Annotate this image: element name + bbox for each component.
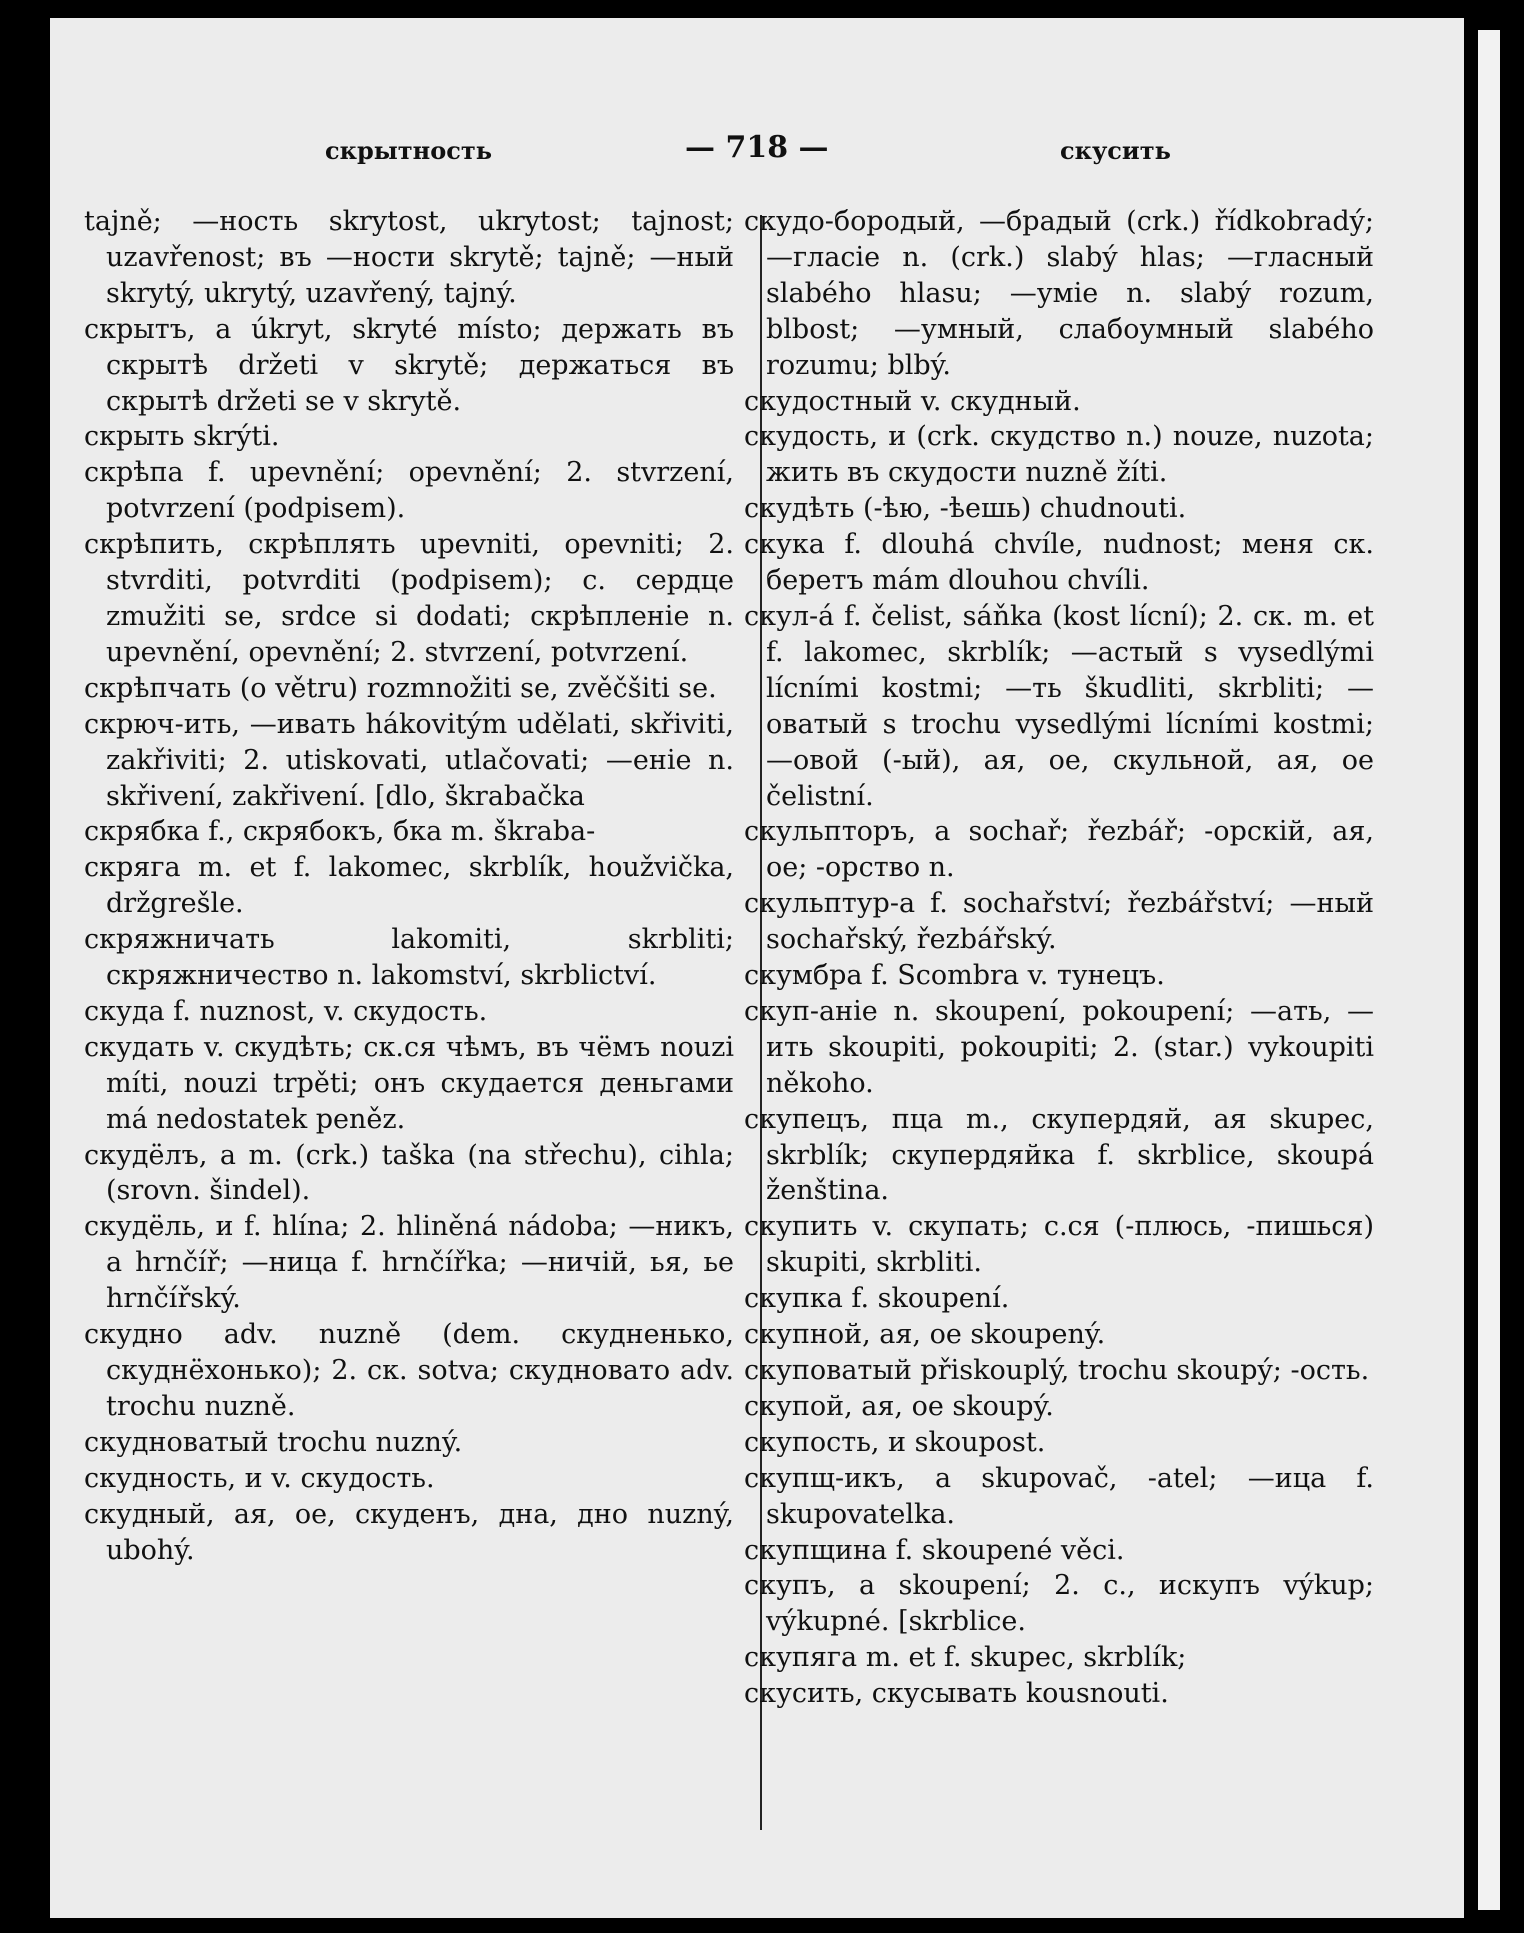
entry: скрѣпить, скрѣплять upevniti, opevniti; 2. stvrditi, potvrditi (podpisem); с. сердце zmužiti se, srdce si dodati; скрѣпленіе n. upevnění, opevnění; 2. stvrzení, potvrzení. — [84, 529, 734, 668]
entry: скудостный v. скудный. — [744, 385, 1081, 417]
entry: скупить v. скупать; с.ся (-плюсь, -пишься) skupiti, skrbliti. — [744, 1211, 1374, 1279]
entry: скудность, и v. скудость. — [84, 1462, 435, 1494]
entry: скул-á f. čelist, sáňka (kost lícní); 2. ск. m. et f. lakomec, skrblík; —астый s vysedlými lícními kostmi; —ть škudliti, skrbliti; —оватый s trochu vysedlými lícními kostmi; —овой (-ый), ая, ое, скульной, ая, ое čelistní. — [744, 600, 1374, 812]
entry: скудѣть (-ѣю, -ѣешь) chudnouti. — [744, 493, 1187, 525]
left-column — [84, 204, 734, 1568]
right-column — [744, 204, 1374, 1712]
entry: скупщ-икъ, а skupovač, -atel; —ица f. skupovatelka. — [744, 1462, 1374, 1530]
page-number: — 718 — — [685, 130, 829, 165]
header-right-guide-word: скусить — [1060, 136, 1171, 165]
entry: скудноватый trochu nuzný. — [84, 1426, 463, 1458]
entry: скупой, ая, ое skoupý. — [744, 1390, 1054, 1422]
entry: скрюч-ить, —ивать hákovitým udělati, skřiviti, zakřiviti; 2. utiskovati, utlačovati; —еніе n. skřivení, zakřivení. [dlo, škrabačka — [84, 708, 734, 812]
entry: скрыть skrýti. — [84, 421, 280, 453]
entry: tajně; —ность skrytost, ukrytost; tajnost; uzavřenost; въ —ности skrytě; tajně; —ный skrytý, ukrytý, uzavřený, tajný. — [84, 206, 734, 309]
entry: скуда f. nuznost, v. скудость. — [84, 995, 488, 1027]
adjacent-page-edge — [1478, 30, 1500, 1910]
entry: скудать v. скудѣть; ск.ся чѣмъ, въ чёмъ nouzi míti, nouzi trpěti; онъ скудается деньгами má nedostatek peněz. — [84, 1031, 734, 1135]
entry: скудный, ая, ое, скуденъ, дна, дно nuzný, ubohý. — [84, 1498, 734, 1566]
entry: скряжничать lakomiti, skrbliti; скряжничество n. lakomství, skrblictví. — [84, 924, 734, 992]
entry: скупъ, а skoupení; 2. с., искупъ výkup; výkupné. [skrblice. — [744, 1570, 1374, 1638]
header-left-guide-word: скрытность — [325, 136, 493, 165]
entry: скупщина f. skoupené věci. — [744, 1534, 1125, 1566]
entry: скрябка f., скрябокъ, бка m. škraba- — [84, 816, 596, 848]
entry: скряга m. et f. lakomec, skrblík, houžvička, držgrešle. — [84, 852, 734, 920]
entry: скумбра f. Scombra v. тунецъ. — [744, 960, 1165, 992]
entry: скусить, скусывать kousnouti. — [744, 1678, 1169, 1710]
entry: скупость, и skoupost. — [744, 1426, 1046, 1458]
entry: скупка f. skoupení. — [744, 1283, 1010, 1315]
entry: скупной, ая, ое skoupený. — [744, 1319, 1106, 1351]
entry: скульптур-а f. sochařství; řezbářství; —ный sochařský, řezbářský. — [744, 888, 1374, 956]
entry: скука f. dlouhá chvíle, nudnost; меня ск. беретъ mám dlouhou chvíli. — [744, 529, 1374, 597]
entry: скудёлъ, а m. (crk.) taška (na střechu), cihla; (srovn. šindel). — [84, 1139, 734, 1207]
entry: скуповатый přiskouplý, trochu skoupý; -ость. — [744, 1355, 1370, 1386]
entry: скрѣпа f. upevnění; opevnění; 2. stvrzení, potvrzení (podpisem). — [84, 457, 734, 525]
entry: скрѣпчать (o větru) rozmnožiti se, zvěčšiti se. — [84, 672, 717, 704]
entry: скрытъ, а úkryt, skryté místo; держать въ скрытѣ držeti v skrytě; держаться въ скрытѣ držeti se v skrytě. — [84, 313, 734, 417]
entry: скульпторъ, а sochař; řezbář; -орскій, ая, ое; -орство n. — [744, 816, 1374, 884]
entry: скудость, и (crk. скудство n.) nouze, nuzota; жить въ скудости nuzně žíti. — [744, 421, 1374, 489]
entry: скупецъ, пца m., скупердяй, ая skupec, skrblík; скупердяйка f. skrblice, skoupá ženština. — [744, 1103, 1374, 1207]
entry: скудо-бородый, —брадый (crk.) řídkobradý; —гласіе n. (crk.) slabý hlas; —гласный slabého hlasu; —уміе n. slabý rozum, blbost; —умный, слабоумный slabého rozumu; blbý. — [744, 206, 1374, 381]
entry: скупяга m. et f. skupec, skrblík; — [744, 1642, 1187, 1674]
entry: скудно adv. nuzně (dem. скудненько, скуднёхонько); 2. ск. sotva; скудновато adv. trochu nuzně. — [84, 1319, 734, 1422]
entry: скуп-аніе n. skoupení, pokoupení; —ать, —ить skoupiti, pokoupiti; 2. (star.) vykoupiti někoho. — [744, 995, 1374, 1099]
page-header — [50, 130, 1464, 180]
entry: скудёль, и f. hlína; 2. hliněná nádoba; —никъ, а hrnčíř; —ница f. hrnčířka; —ничій, ья, ье hrnčířský. — [84, 1211, 734, 1315]
